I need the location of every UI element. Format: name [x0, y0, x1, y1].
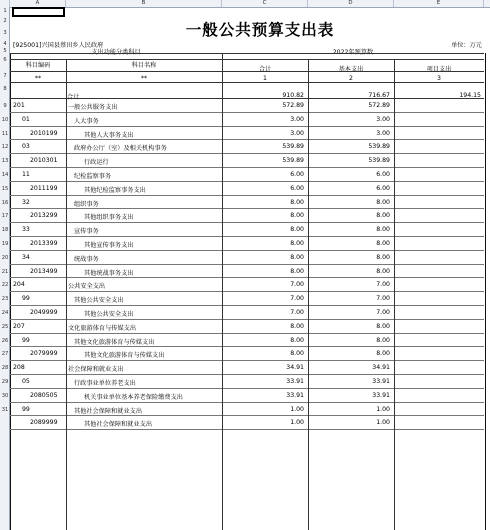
- table-row-code: 03: [22, 143, 30, 150]
- table-row-name: 政府办公厅（室）及相关机构事务: [74, 145, 167, 152]
- row-number[interactable]: 13: [1, 158, 9, 164]
- row-divider: [10, 153, 484, 154]
- row-divider: [10, 291, 484, 292]
- table-row-code: 2010301: [30, 157, 58, 164]
- table-row-total: 8.00: [290, 212, 304, 219]
- table-row-total: 8.00: [290, 268, 304, 275]
- table-row-name: 其他纪检监察事务支出: [84, 187, 146, 194]
- table-row-basic: 572.89: [368, 102, 390, 109]
- table-row-code: 2011199: [30, 185, 58, 192]
- table-row-code: 11: [22, 171, 30, 178]
- row-divider: [10, 374, 484, 375]
- row-divider: [10, 250, 484, 251]
- row-number[interactable]: 2: [3, 18, 7, 24]
- table-row-name: 其他公共安全支出: [84, 311, 134, 318]
- table-row-basic: 33.91: [372, 378, 390, 385]
- table-row-total: 33.91: [286, 392, 304, 399]
- row-number[interactable]: 18: [1, 227, 9, 233]
- table-row-code: 2089999: [30, 419, 58, 426]
- table-row-basic: 8.00: [376, 226, 390, 233]
- row-number[interactable]: 10: [1, 117, 9, 123]
- table-row-basic: 8.00: [376, 337, 390, 344]
- row-number[interactable]: 15: [1, 186, 9, 192]
- corner-select-all[interactable]: [0, 0, 10, 7]
- table-row-name: 人大事务: [74, 118, 99, 125]
- table-row-name: 其他人大事务支出: [84, 132, 134, 139]
- table-row-name: 行政运行: [84, 159, 109, 166]
- table-row-basic: 34.91: [372, 364, 390, 371]
- table-row-name: 宣传事务: [74, 228, 99, 235]
- row-divider: [10, 236, 484, 237]
- table-row-name: 机关事业单位基本养老保险缴费支出: [84, 394, 183, 401]
- row-number[interactable]: 24: [1, 310, 9, 316]
- table-row-total: 34.91: [286, 364, 304, 371]
- total-row-basic: 716.67: [368, 92, 390, 99]
- row-number[interactable]: 21: [1, 269, 9, 275]
- row-divider: [10, 195, 484, 196]
- table-row-name: 行政事业单位养老支出: [74, 380, 136, 387]
- index-basic: 2: [349, 75, 353, 82]
- table-row-code: 2010199: [30, 130, 58, 137]
- table-row-total: 8.00: [290, 337, 304, 344]
- row-number[interactable]: 28: [1, 365, 9, 371]
- total-row-total: 910.82: [282, 92, 304, 99]
- row-number[interactable]: 5: [3, 48, 7, 54]
- row-number[interactable]: 23: [1, 296, 9, 302]
- table-row-total: 8.00: [290, 226, 304, 233]
- table-row-basic: 33.91: [372, 392, 390, 399]
- table-row-name: 公共安全支出: [68, 283, 106, 290]
- table-row-code: 99: [22, 337, 30, 344]
- table-row-code: 2079999: [30, 350, 58, 357]
- table-row-basic: 8.00: [376, 254, 390, 261]
- row-divider: [10, 429, 484, 430]
- index-project: 3: [437, 75, 441, 82]
- row-number[interactable]: 25: [1, 324, 9, 330]
- table-row-total: 8.00: [290, 240, 304, 247]
- table-row-code: 208: [13, 364, 25, 371]
- unit-label: 单位：万元: [451, 42, 482, 49]
- table-row-code: 33: [22, 226, 30, 233]
- table-row-basic: 539.89: [368, 157, 390, 164]
- table-row-total: 7.00: [290, 309, 304, 316]
- column-header-bar: [0, 0, 490, 8]
- table-row-basic: 7.00: [376, 295, 390, 302]
- table-row-code: 05: [22, 378, 30, 385]
- row-divider: [10, 167, 484, 168]
- row-divider: [10, 333, 484, 334]
- table-row-name: 社会保障和就业支出: [68, 366, 124, 373]
- table-row-code: 2049999: [30, 309, 58, 316]
- table-row-code: 2013499: [30, 268, 58, 275]
- header-name: 科目名称: [131, 62, 157, 69]
- table-row-total: 3.00: [290, 116, 304, 123]
- row-number[interactable]: 4: [3, 41, 7, 47]
- row-divider: [10, 208, 484, 209]
- column-divider: [66, 59, 67, 530]
- table-row-code: 2013399: [30, 240, 58, 247]
- row-number[interactable]: 29: [1, 379, 9, 385]
- row-number[interactable]: 16: [1, 200, 9, 206]
- table-row-basic: 8.00: [376, 240, 390, 247]
- table-row-total: 572.89: [282, 102, 304, 109]
- table-row-basic: 8.00: [376, 199, 390, 206]
- row-number[interactable]: 6: [3, 57, 7, 63]
- table-row-code: 99: [22, 406, 30, 413]
- table-row-total: 8.00: [290, 350, 304, 357]
- row-number[interactable]: 17: [1, 213, 9, 219]
- table-row-total: 8.00: [290, 199, 304, 206]
- table-row-total: 3.00: [290, 130, 304, 137]
- column-divider: [394, 59, 395, 530]
- table-row-basic: 3.00: [376, 116, 390, 123]
- row-number[interactable]: 19: [1, 241, 9, 247]
- table-row-name: 其他公共安全支出: [74, 297, 124, 304]
- table-row-name: 组织事务: [74, 201, 99, 208]
- table-row-total: 6.00: [290, 185, 304, 192]
- row-number[interactable]: 30: [1, 393, 9, 399]
- table-row-total: 539.89: [282, 157, 304, 164]
- table-row-basic: 8.00: [376, 350, 390, 357]
- table-row-basic: 1.00: [376, 419, 390, 426]
- column-divider: [222, 53, 223, 530]
- table-row-name: 一般公共服务支出: [68, 104, 118, 111]
- table-row-basic: 8.00: [376, 212, 390, 219]
- table-row-basic: 7.00: [376, 281, 390, 288]
- table-row-basic: 8.00: [376, 323, 390, 330]
- index-total: 1: [263, 75, 267, 82]
- table-row-name: 其他文化旅游体育与传媒支出: [84, 352, 165, 359]
- index-code: **: [34, 75, 42, 82]
- total-row-label: 合计: [67, 94, 80, 101]
- column-header-c[interactable]: C: [222, 0, 308, 7]
- table-border: [10, 71, 484, 72]
- table-row-total: 7.00: [290, 295, 304, 302]
- table-border: [10, 59, 484, 60]
- row-divider: [10, 415, 484, 416]
- row-divider: [10, 264, 484, 265]
- row-divider: [10, 181, 484, 182]
- table-row-name: 其他组织事务支出: [84, 214, 134, 221]
- header-group-right: 2022年预算数: [332, 49, 374, 56]
- table-border: [10, 53, 484, 54]
- table-row-code: 01: [22, 116, 30, 123]
- table-row-total: 8.00: [290, 254, 304, 261]
- table-row-basic: 8.00: [376, 268, 390, 275]
- table-row-code: 2013299: [30, 212, 58, 219]
- table-row-name: 其他文化旅游体育与传媒支出: [74, 339, 155, 346]
- row-number[interactable]: 20: [1, 255, 9, 261]
- table-row-name: 其他社会保障和就业支出: [74, 408, 143, 415]
- table-row-code: 2080505: [30, 392, 58, 399]
- table-row-total: 8.00: [290, 323, 304, 330]
- table-row-basic: 1.00: [376, 406, 390, 413]
- table-row-total: 7.00: [290, 281, 304, 288]
- table-row-total: 1.00: [290, 406, 304, 413]
- column-header-b[interactable]: B: [66, 0, 222, 7]
- row-number[interactable]: 14: [1, 172, 9, 178]
- row-divider: [10, 222, 484, 223]
- table-border: [10, 82, 484, 83]
- row-number[interactable]: 12: [1, 144, 9, 150]
- row-divider: [10, 139, 484, 140]
- row-number[interactable]: 7: [3, 73, 7, 79]
- table-row-basic: 7.00: [376, 309, 390, 316]
- table-row-code: 201: [13, 102, 25, 109]
- row-number[interactable]: 8: [3, 86, 7, 92]
- table-row-code: 32: [22, 199, 30, 206]
- row-divider: [10, 277, 484, 278]
- table-row-code: 34: [22, 254, 30, 261]
- row-number[interactable]: 11: [1, 131, 9, 137]
- table-row-total: 33.91: [286, 378, 304, 385]
- table-row-name: 其他社会保障和就业支出: [84, 421, 153, 428]
- row-divider: [10, 319, 484, 320]
- table-row-code: 204: [13, 281, 25, 288]
- table-row-name: 文化旅游体育与传媒支出: [68, 325, 137, 332]
- row-divider: [10, 402, 484, 403]
- table-border: [10, 98, 484, 99]
- row-divider: [10, 346, 484, 347]
- column-header-e[interactable]: E: [394, 0, 484, 7]
- table-row-name: 其他统战事务支出: [84, 270, 134, 277]
- header-total: 合计: [258, 66, 272, 73]
- table-row-total: 6.00: [290, 171, 304, 178]
- table-row-name: 纪检监察事务: [74, 173, 112, 180]
- column-header-d[interactable]: D: [308, 0, 394, 7]
- active-cell-a1[interactable]: [12, 7, 65, 17]
- page-title: 一般公共预算支出表: [185, 21, 335, 39]
- row-divider: [10, 388, 484, 389]
- row-number[interactable]: 31: [1, 407, 9, 413]
- header-group-left: 支出功能分类科目: [91, 49, 141, 56]
- row-divider: [10, 126, 484, 127]
- table-row-code: 99: [22, 295, 30, 302]
- row-number[interactable]: 9: [3, 103, 7, 109]
- header-code: 科目编码: [25, 62, 51, 69]
- table-row-basic: 6.00: [376, 171, 390, 178]
- unit-code-label: [925001]兴国县蔡田乡人民政府: [13, 42, 104, 49]
- row-number[interactable]: 3: [3, 30, 7, 36]
- row-divider: [10, 305, 484, 306]
- row-number[interactable]: 26: [1, 338, 9, 344]
- row-number[interactable]: 27: [1, 351, 9, 357]
- header-project: 项目支出: [426, 66, 452, 73]
- row-divider: [10, 360, 484, 361]
- table-row-name: 其他宣传事务支出: [84, 242, 134, 249]
- table-row-basic: 6.00: [376, 185, 390, 192]
- row-number[interactable]: 22: [1, 282, 9, 288]
- total-row-project: 194.15: [459, 92, 481, 99]
- column-header-a[interactable]: A: [10, 0, 66, 7]
- table-row-name: 统战事务: [74, 256, 99, 263]
- index-name: **: [140, 75, 148, 82]
- row-number[interactable]: 1: [3, 8, 7, 14]
- header-basic: 基本支出: [338, 66, 364, 73]
- table-row-total: 539.89: [282, 143, 304, 150]
- table-row-code: 207: [13, 323, 25, 330]
- table-row-basic: 3.00: [376, 130, 390, 137]
- table-row-basic: 539.89: [368, 143, 390, 150]
- row-divider: [10, 112, 484, 113]
- table-row-total: 1.00: [290, 419, 304, 426]
